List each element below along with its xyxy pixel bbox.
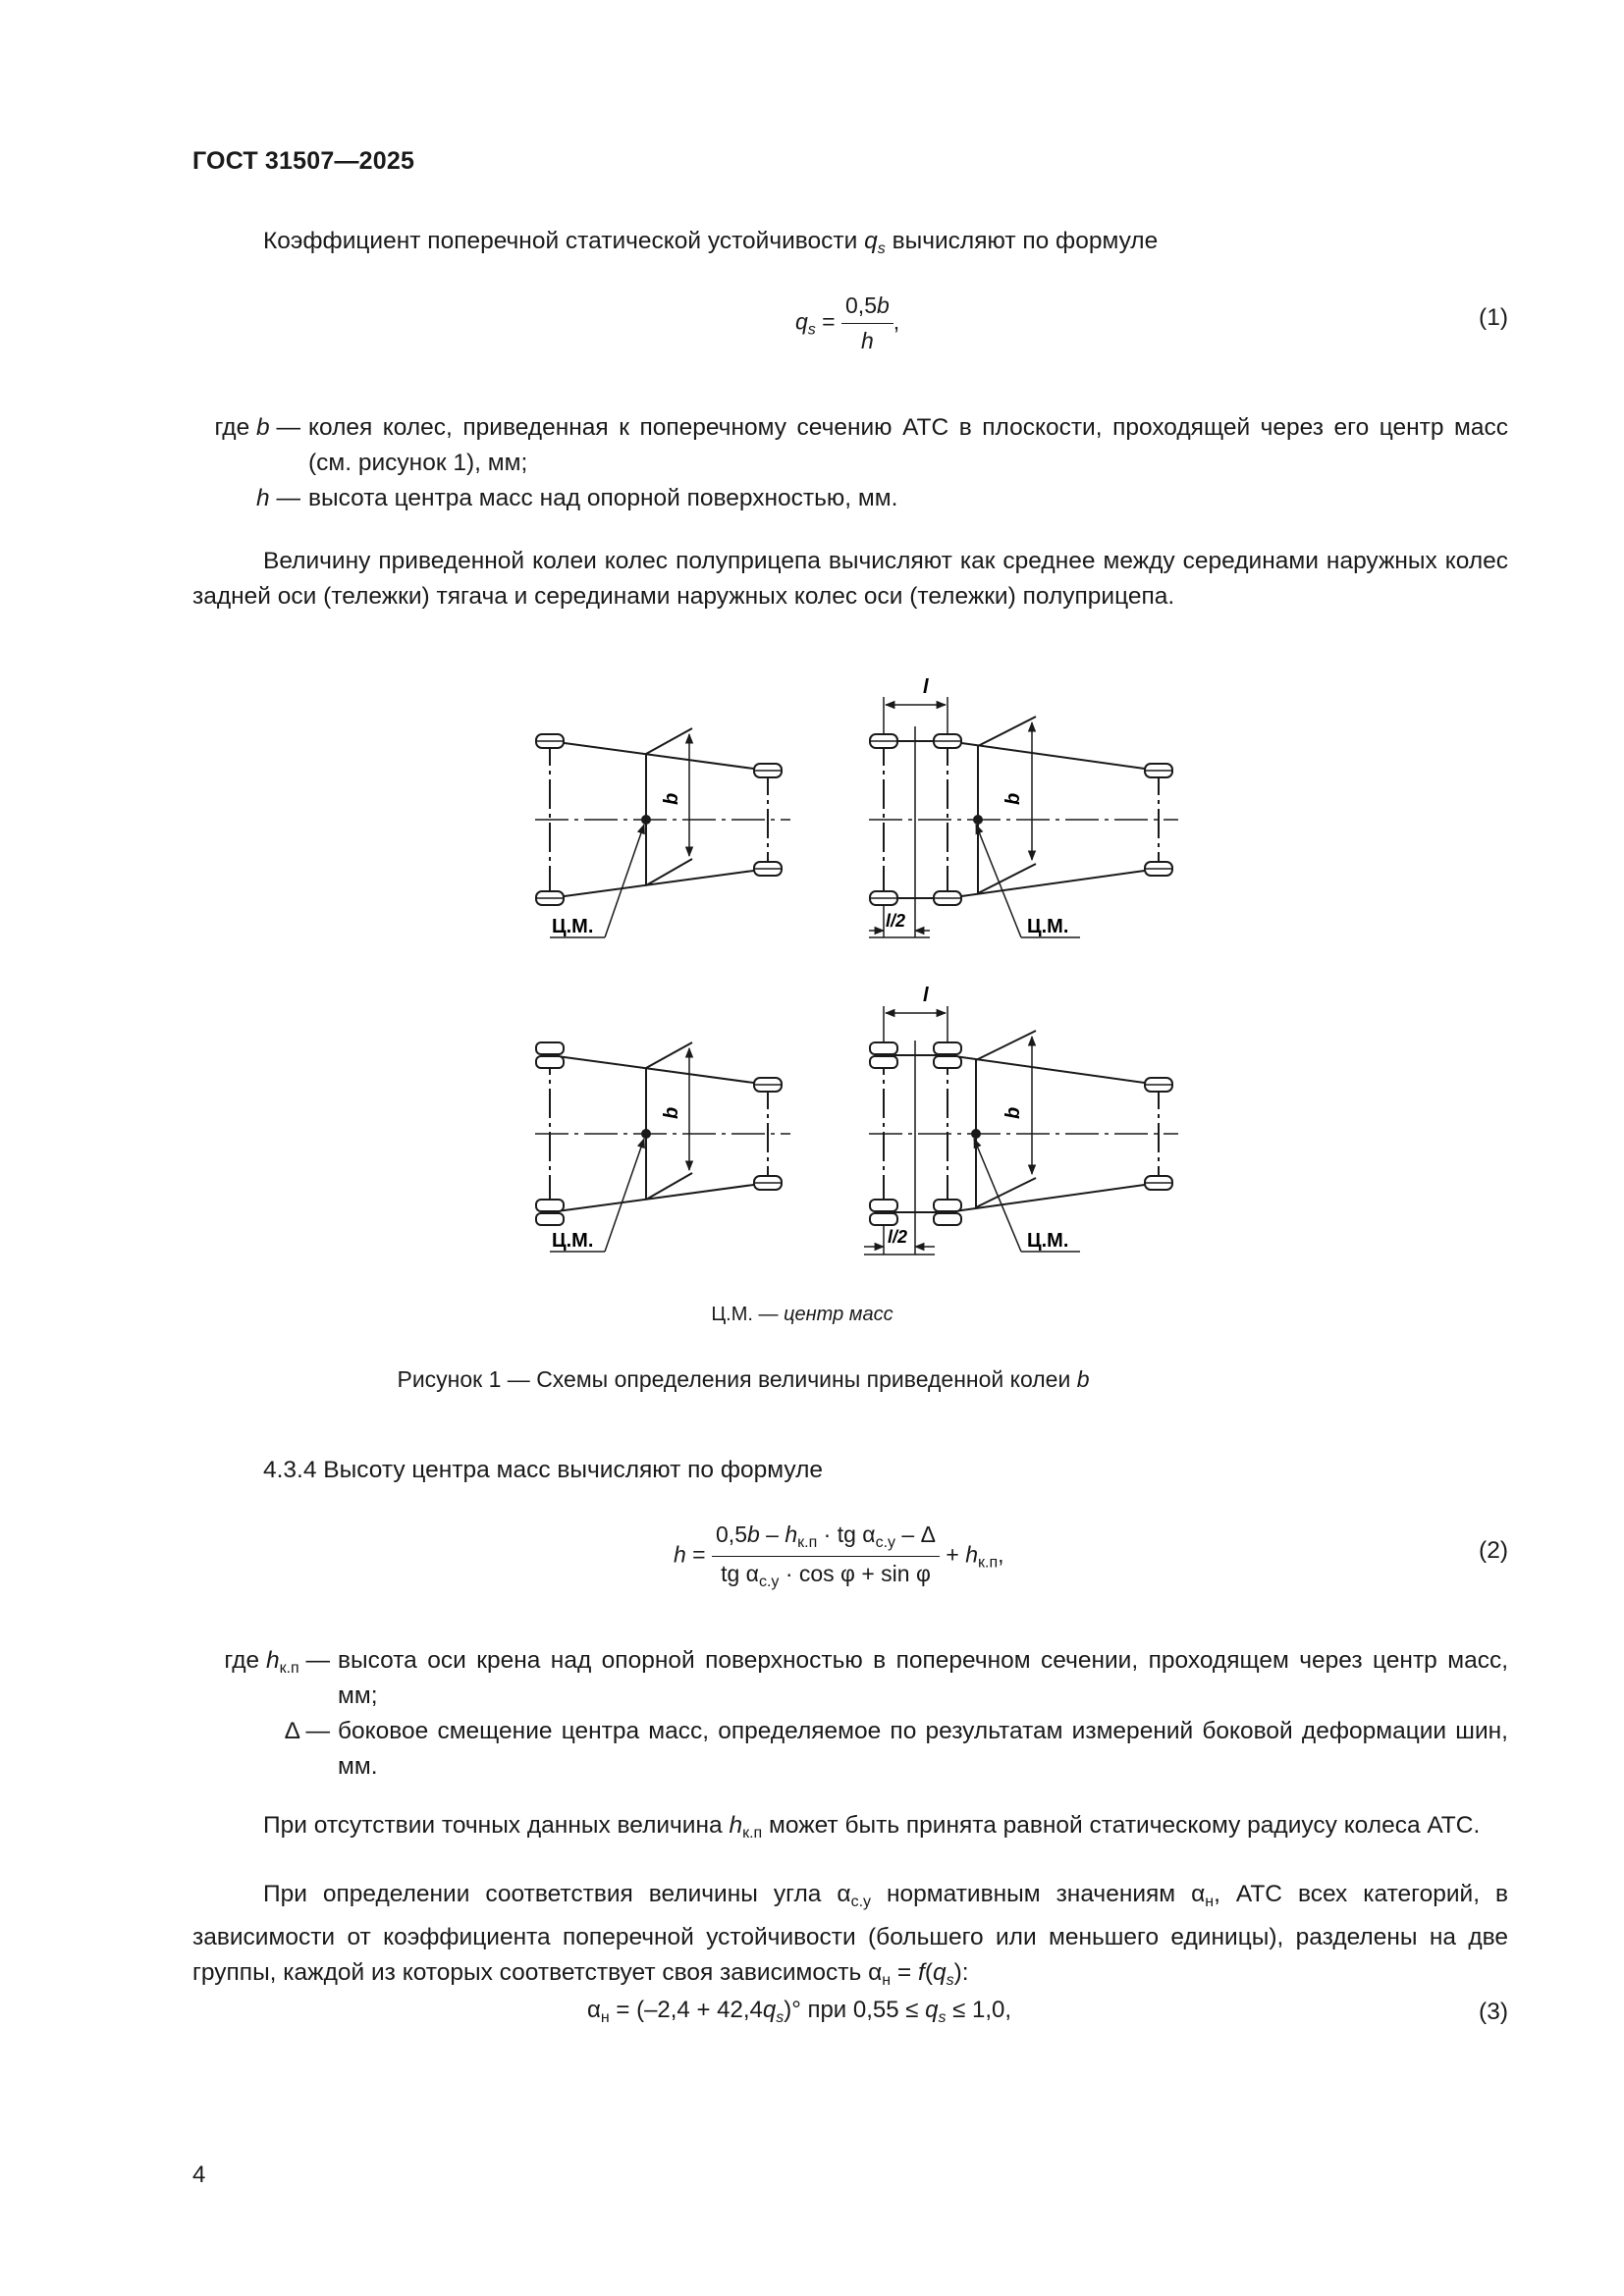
scheme-top-right	[869, 697, 1178, 937]
label-cm-1: Ц.М.	[552, 916, 594, 937]
paragraph-4-3-4: 4.3.4 Высоту центра масс вычисляют по формуле	[263, 1457, 823, 1483]
paragraph-track: Величину приведенной колеи колес полуприцепа вычисляют как среднее между серединами наружных колес задней оси (тележки) тягача и серединами наружных колес оси (тележки) полуприцепа.	[192, 548, 1508, 610]
formula-2: h = $\frac{0,5b - h_{к.п} \cdot tg \alpha_{с.у} - \Delta}{tg \alpha_{с.у} \cdot \cos \varphi + \sin \varphi}$ + $h_{к.п}$,	[674, 1522, 1004, 1590]
definition-b: где b — колея колес, приведенная к поперечному сечению АТС в плоскости, проходящей через его центр масс (см. рисунок 1), мм;	[214, 414, 1508, 476]
figure-legend: Ц.М. — центр масс	[711, 1304, 893, 1325]
center-of-mass-point	[971, 1129, 981, 1139]
definitions-2	[192, 1643, 1508, 1785]
definition-delta: Δ — боковое смещение центра масс, определяемое по результатам измерений боковой деформации шин, мм.	[284, 1718, 1508, 1780]
label-b-2: b	[1002, 792, 1024, 805]
formula-1-number: (1)	[1479, 304, 1508, 331]
label-l-1: l	[923, 676, 929, 698]
paragraph-coefficient: Коэффициент поперечной статической устойчивости $q_s$ вычисляют по формуле	[263, 228, 1159, 257]
label-cm-4: Ц.М.	[1027, 1230, 1069, 1252]
formula-1: $q_s$ = $\frac{0,5b}{h}$ ,	[795, 293, 900, 353]
label-b-3: b	[661, 1106, 682, 1119]
label-b-1: b	[661, 792, 682, 805]
scheme-bottom-right	[864, 1006, 1178, 1255]
page-number: 4	[192, 2162, 206, 2188]
label-l2-2: l/2	[888, 1227, 908, 1247]
standard-header: ГОСТ 31507—2025	[192, 147, 415, 175]
label-cm-2: Ц.М.	[1027, 916, 1069, 937]
definitions-1	[192, 410, 1508, 516]
definition-hkp: где $h_{к.п}$ — высота оси крена над опорной поверхностью в поперечном сечении, проходящем через центр масс, мм;	[224, 1647, 1508, 1709]
center-of-mass-point	[641, 1129, 651, 1139]
paragraph-groups: При определении соответствия величины угла $\alpha_{с.у}$ нормативным значениям $\alpha_н$, АТС всех категорий, в зависимости от коэффициента поперечной устойчивости (большего или меньшего единицы), разделены на две группы, каждой из которых соответствует своя зависимость $\alpha_н = f(q_s)$:	[192, 1881, 1508, 1989]
scheme-top-left	[535, 728, 790, 937]
formula-2-number: (2)	[1479, 1537, 1508, 1564]
formula-1-fraction: $\frac{0,5b}{h}$	[841, 293, 893, 354]
label-l-2: l	[923, 985, 929, 1006]
definition-h: h — высота центра масс над опорной поверхностью, мм.	[256, 485, 898, 511]
figure-1-schemes	[511, 667, 1198, 1276]
center-of-mass-point	[641, 815, 651, 825]
figure-caption: Рисунок 1 — Схемы определения величины приведенной колеи b	[397, 1366, 1090, 1392]
formula-2-fraction: $\frac{0,5b - h_{к.п} \cdot tg \alpha_{с.у} - \Delta}{tg \alpha_{с.у} \cdot \cos \varphi + \sin \varphi}$	[712, 1522, 940, 1591]
label-l2-1: l/2	[886, 911, 906, 931]
scheme-bottom-left	[535, 1042, 790, 1252]
center-of-mass-point	[973, 815, 983, 825]
label-b-4: b	[1002, 1106, 1024, 1119]
label-cm-3: Ц.М.	[552, 1230, 594, 1252]
paragraph-absent-data: При отсутствии точных данных величина $h_{к.п}$ может быть принята равной статическому радиусу колеса АТС.	[263, 1812, 1481, 1842]
formula-3-number: (3)	[1479, 1999, 1508, 2025]
formula-3: $\alpha_н = (-2,4 + 42,4q_s)^\circ$ при $0,55 \le q_s \le 1,0$,	[587, 1997, 1012, 2026]
